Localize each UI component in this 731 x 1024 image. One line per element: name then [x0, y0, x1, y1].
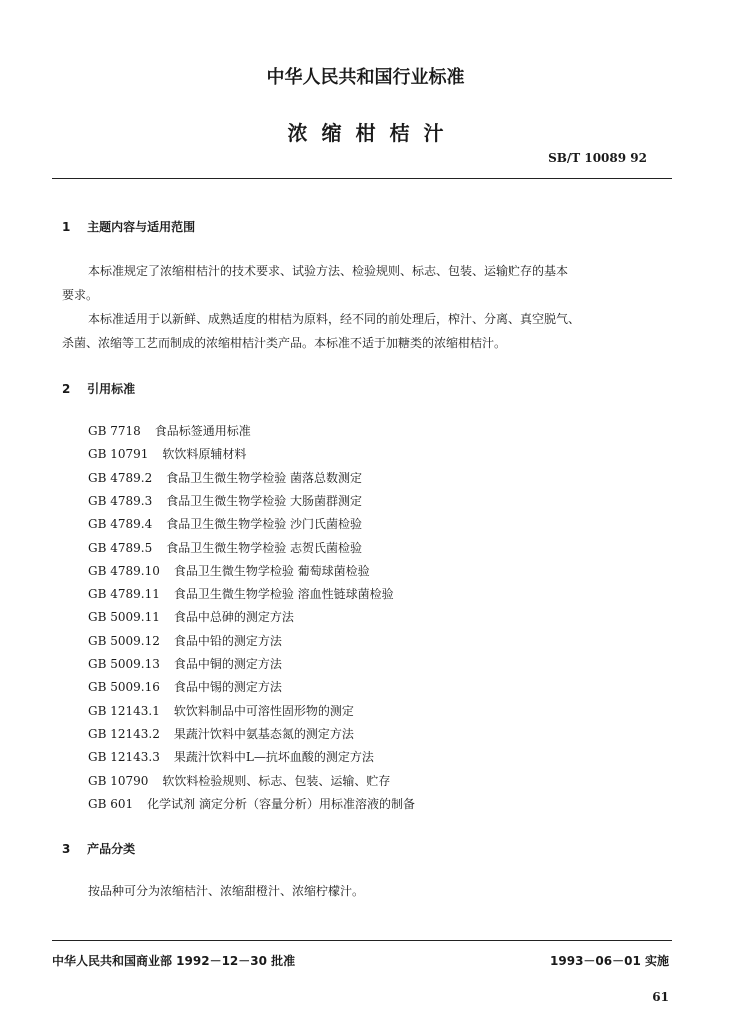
approval-note: 中华人民共和国商业部 1992－12－30 批准: [52, 954, 296, 968]
reference-item: [88, 515, 362, 532]
reference-name: 食品中总砷的测定方法: [173, 610, 294, 625]
reference-item: [88, 632, 282, 649]
reference-code: GB 601: [88, 796, 134, 811]
reference-code: GB 5009.12: [88, 633, 160, 648]
effective-note: 1993－06－01 实施: [550, 954, 669, 968]
reference-name: 食品卫生微生物学检验 大肠菌群测定: [166, 493, 363, 508]
section-2-heading: [62, 380, 135, 397]
reference-name: 软饮料检验规则、标志、包装、运输、贮存: [162, 773, 391, 788]
standard-number: SB/T 10089 92: [548, 151, 647, 165]
reference-name: 软饮料制品中可溶性固形物的测定: [173, 703, 354, 718]
reference-code: GB 4789.2: [88, 470, 153, 485]
reference-item: [88, 702, 354, 719]
section-3-text: 按品种可分为浓缩桔汁、浓缩甜橙汁、浓缩柠檬汁。: [88, 884, 365, 898]
reference-code: GB 12143.2: [88, 726, 160, 741]
issuer-heading: 中华人民共和国行业标准: [266, 67, 465, 88]
reference-name: 食品中锡的测定方法: [173, 680, 282, 695]
section-2-title: 引用标准: [87, 382, 136, 396]
section-1-para-2-line-1: 本标准适用于以新鲜、成熟适度的柑桔为原料，经不同的前处理后，榨汁、分离、真空脱气、: [88, 312, 581, 326]
reference-name: 食品卫生微生物学检验 沙门氏菌检验: [166, 517, 363, 532]
reference-item: [88, 725, 354, 742]
reference-name: 食品卫生微生物学检验 菌落总数测定: [166, 470, 363, 485]
section-1-para-1-line-1: 本标准规定了浓缩柑桔汁的技术要求、试验方法、检验规则、标志、包装、运输贮存的基本: [88, 264, 569, 278]
reference-code: GB 5009.16: [88, 680, 160, 695]
section-1-title: 主题内容与适用范围: [87, 220, 196, 234]
reference-code: GB 7718: [88, 424, 141, 438]
reference-item: [88, 422, 251, 439]
section-1-para-1-line-2: 要求。: [62, 288, 99, 302]
section-1-number: 1: [62, 220, 71, 234]
section-3-heading: [62, 840, 135, 857]
reference-item: [88, 445, 246, 462]
reference-code: GB 4789.3: [88, 493, 153, 508]
section-2-number: 2: [62, 382, 71, 396]
reference-item: [88, 608, 294, 625]
reference-name: 软饮料原辅材料: [162, 447, 247, 462]
reference-item: [88, 562, 370, 579]
reference-code: GB 4789.5: [88, 540, 153, 555]
section-1-heading: [62, 218, 195, 235]
reference-item: [88, 539, 362, 556]
document-title: 浓缩柑桔汁: [287, 121, 458, 145]
reference-name: 果蔬汁饮料中L—抗坏血酸的测定方法: [173, 750, 374, 765]
section-3-title: 产品分类: [87, 842, 136, 856]
reference-code: GB 4789.11: [88, 587, 160, 602]
reference-name: 化学试剂 滴定分析（容量分析）用标准溶液的制备: [147, 796, 415, 811]
reference-code: GB 5009.11: [88, 610, 160, 625]
reference-name: 食品标签通用标准: [154, 424, 251, 438]
section-1-para-2-line-2: 杀菌、浓缩等工艺而制成的浓缩柑桔汁类产品。本标准不适于加糖类的浓缩柑桔汁。: [62, 336, 507, 350]
reference-item: [88, 678, 282, 695]
reference-name: 食品中铜的测定方法: [173, 657, 282, 671]
reference-name: 食品卫生微生物学检验 葡萄球菌检验: [173, 563, 370, 578]
reference-item: [88, 469, 362, 486]
section-3-number: 3: [62, 842, 71, 856]
reference-item: [88, 655, 282, 672]
reference-name: 食品卫生微生物学检验 溶血性链球菌检验: [173, 587, 394, 602]
reference-item: [88, 585, 394, 602]
page-number: 61: [652, 990, 669, 1004]
reference-name: 食品中铅的测定方法: [173, 633, 282, 648]
reference-item: [88, 492, 362, 509]
reference-code: GB 12143.3: [88, 750, 160, 765]
reference-code: GB 10791: [88, 447, 149, 462]
reference-code: GB 4789.4: [88, 517, 153, 532]
header-divider: [52, 178, 672, 179]
reference-item: [88, 748, 374, 765]
reference-code: GB 4789.10: [88, 563, 160, 578]
footer-divider: [52, 940, 672, 941]
reference-name: 食品卫生微生物学检验 志贺氏菌检验: [166, 540, 363, 555]
reference-item: [88, 795, 415, 812]
reference-name: 果蔬汁饮料中氨基态氮的测定方法: [173, 726, 354, 741]
reference-code: GB 10790: [88, 773, 149, 788]
reference-item: [88, 772, 390, 789]
reference-code: GB 12143.1: [88, 703, 160, 718]
reference-code: GB 5009.13: [88, 657, 160, 671]
